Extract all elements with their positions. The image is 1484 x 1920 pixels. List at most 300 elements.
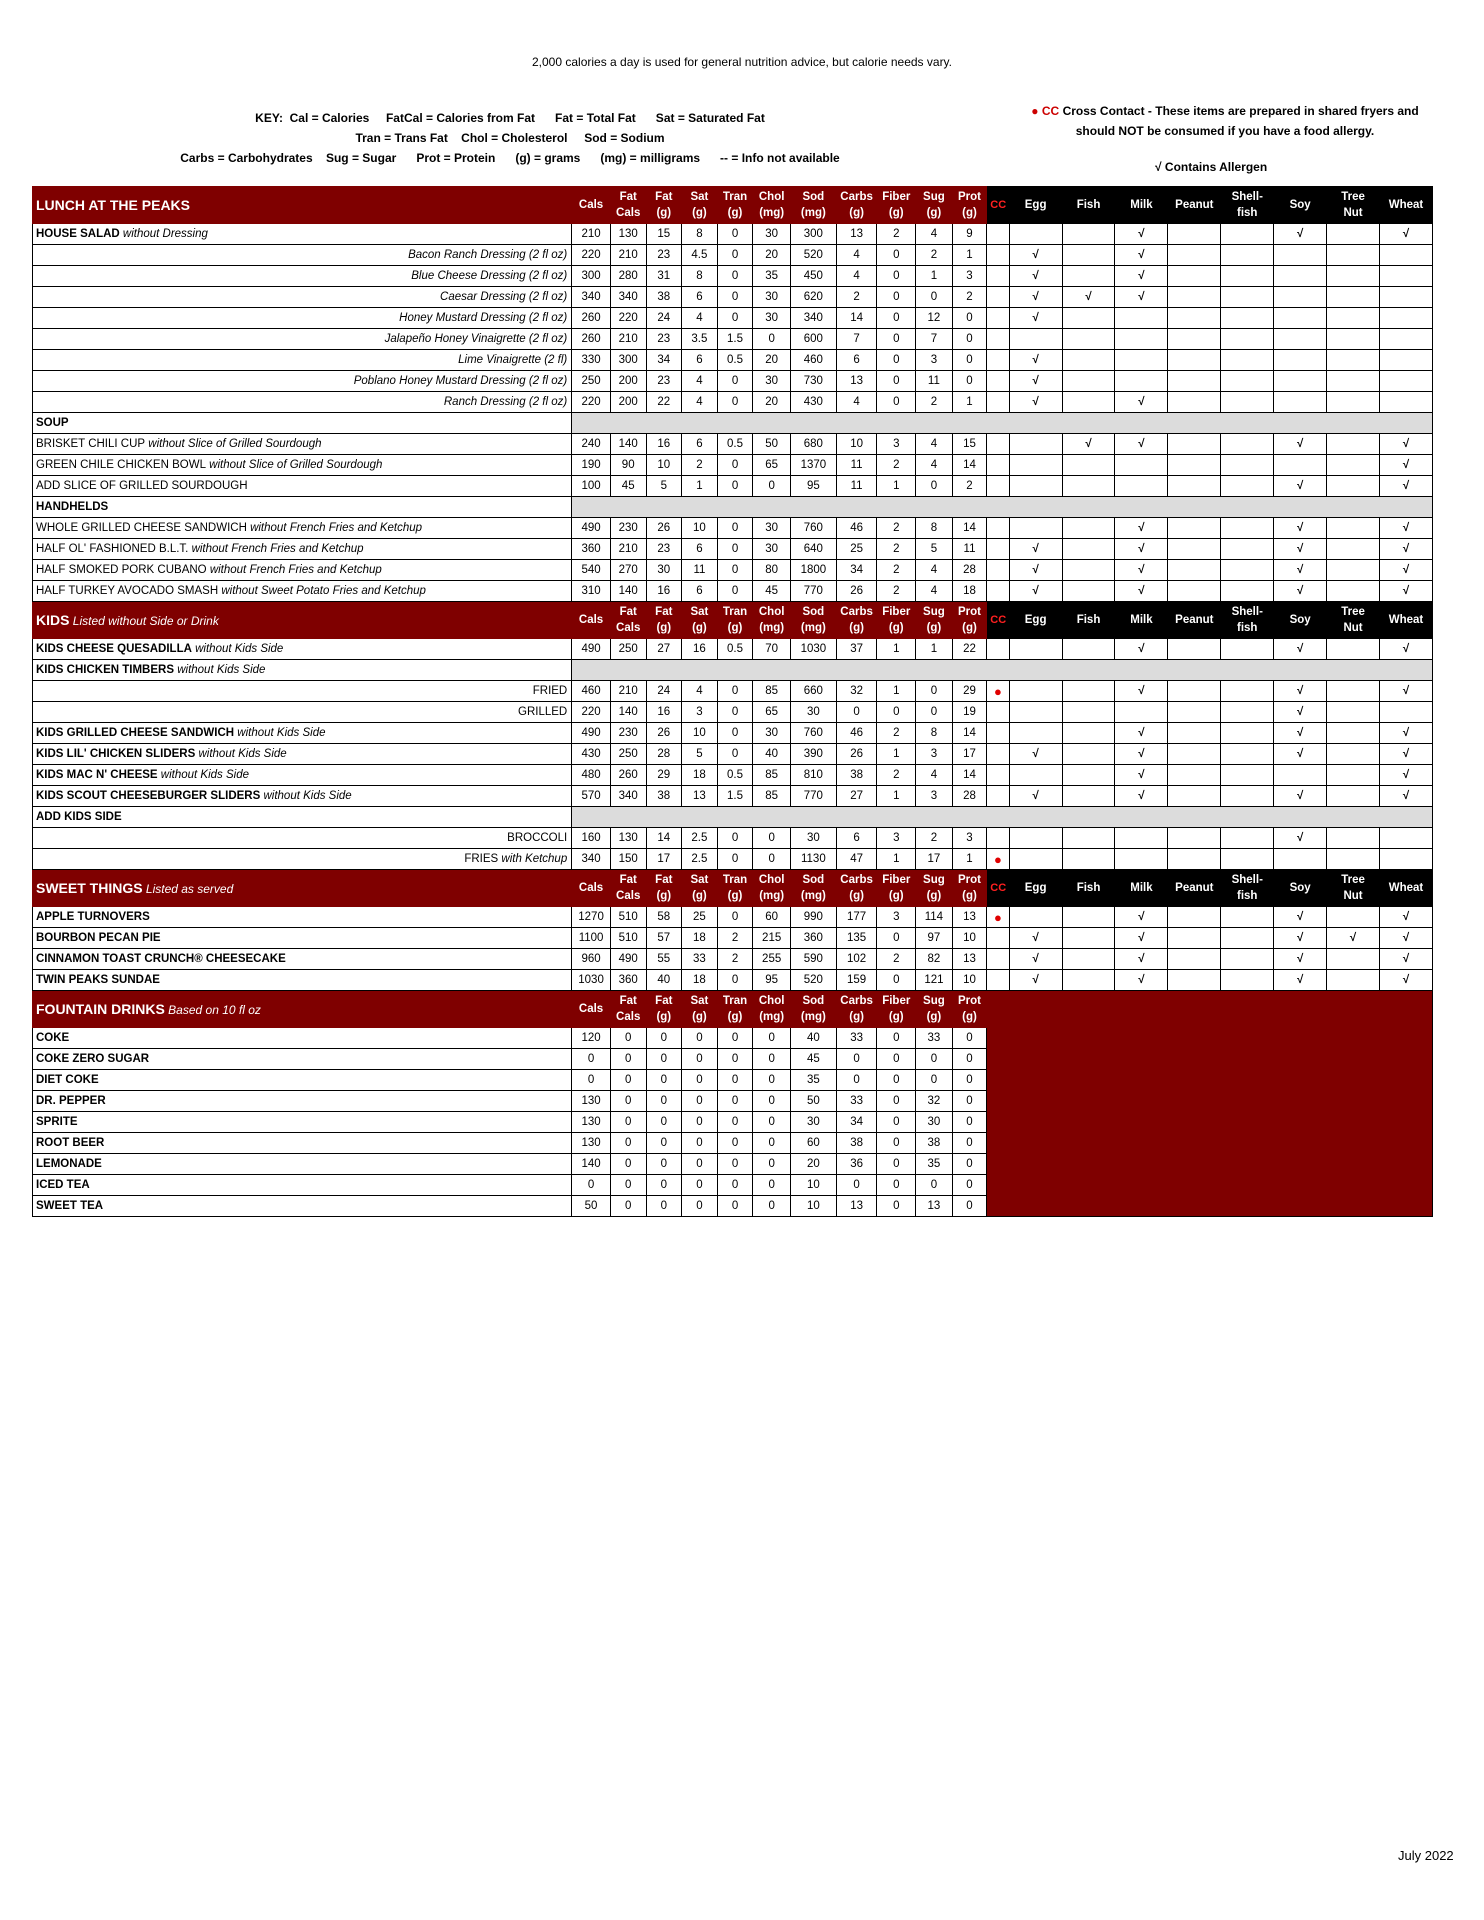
nutrition-value: 210 — [610, 539, 646, 560]
nutrition-value: 1130 — [790, 849, 836, 870]
nutrition-column-header — [952, 187, 987, 224]
nutrition-value: 33 — [916, 1028, 953, 1049]
item-name — [33, 828, 572, 849]
nutrition-value: 10 — [682, 518, 718, 539]
nutrition-value: 10 — [682, 723, 718, 744]
column-header-part: (g) — [692, 622, 707, 634]
allergen-cell — [1168, 560, 1221, 581]
nutrition-value: 46 — [836, 723, 877, 744]
nutrition-value: 680 — [790, 434, 836, 455]
nutrition-value: 35 — [753, 266, 791, 287]
nutrition-value: 0 — [717, 371, 753, 392]
column-header-part: Egg — [1024, 199, 1047, 211]
item-name — [33, 434, 572, 455]
item-name — [33, 245, 572, 266]
allergen-cell: √ — [1274, 786, 1327, 807]
allergen-cell — [1009, 518, 1062, 539]
column-header-part: Cals — [616, 890, 641, 902]
item-name — [33, 660, 572, 681]
column-header-part: Wheat — [1388, 614, 1424, 626]
nutrition-value: 260 — [572, 329, 611, 350]
nutrition-value: 60 — [753, 907, 791, 928]
item-name — [33, 497, 572, 518]
item-name-bold: HOUSE SALAD — [36, 228, 120, 240]
column-header-part: Tran — [722, 191, 748, 203]
column-header-part: (g) — [692, 890, 707, 902]
allergen-cell — [1168, 744, 1221, 765]
item-name — [33, 702, 572, 723]
nutrition-value: 260 — [610, 765, 646, 786]
item-name — [33, 907, 572, 928]
nutrition-value: 0 — [916, 1070, 953, 1091]
nutrition-value: 34 — [836, 560, 877, 581]
nutrition-value: 590 — [790, 949, 836, 970]
nutrition-value: 4 — [836, 245, 877, 266]
table-row — [33, 828, 1433, 849]
item-name-text: BROCCOLI — [507, 832, 568, 844]
nutrition-value: 14 — [952, 518, 987, 539]
column-header-part: Sat — [690, 191, 709, 203]
allergen-column-header — [1327, 602, 1380, 639]
allergen-cell — [1062, 702, 1115, 723]
nutrition-value: 0 — [916, 681, 953, 702]
allergen-cell — [1221, 518, 1274, 539]
allergen-cell: √ — [1274, 744, 1327, 765]
nutrition-value: 460 — [790, 350, 836, 371]
nutrition-value: 34 — [646, 350, 682, 371]
nutrition-value: 5 — [916, 539, 953, 560]
column-header-part: (mg) — [759, 207, 785, 219]
nutrition-column-header — [610, 870, 646, 907]
section-title — [33, 870, 572, 907]
nutrition-value: 38 — [836, 1133, 877, 1154]
cc-column-header: CC — [987, 187, 1009, 224]
allergen-cell: √ — [1115, 639, 1168, 660]
nutrition-value: 0 — [646, 1154, 682, 1175]
nutrition-value: 38 — [646, 287, 682, 308]
cross-contact-cell — [987, 970, 1009, 991]
column-header-part: (g) — [656, 890, 672, 902]
nutrition-value: 0 — [717, 518, 753, 539]
column-header-part: Soy — [1289, 614, 1311, 626]
nutrition-value: 5 — [682, 744, 718, 765]
allergen-cell: √ — [1062, 287, 1115, 308]
nutrition-value: 4 — [916, 455, 953, 476]
column-header-part: Tree — [1341, 874, 1365, 886]
allergen-cell — [1168, 702, 1221, 723]
nutrition-value: 0 — [646, 1112, 682, 1133]
allergen-cell — [1009, 765, 1062, 786]
nutrition-value: 0 — [952, 1196, 987, 1217]
nutrition-value: 0 — [717, 828, 753, 849]
column-header-part: (mg) — [759, 1011, 785, 1023]
table-row — [33, 518, 1433, 539]
column-header-part: Carbs — [840, 191, 873, 203]
nutrition-value: 2 — [877, 539, 916, 560]
nutrition-value: 0 — [952, 1028, 987, 1049]
allergen-cell — [1168, 581, 1221, 602]
column-header-part: Fat — [655, 191, 673, 203]
allergen-cell — [1168, 371, 1221, 392]
nutrition-value: 0 — [717, 266, 753, 287]
allergen-cell: √ — [1380, 681, 1433, 702]
column-header-part: Prot — [958, 874, 981, 886]
column-header-part: Cals — [616, 1011, 641, 1023]
nutrition-value: 0 — [753, 1154, 791, 1175]
nutrition-value: 210 — [572, 224, 611, 245]
allergen-cell: √ — [1009, 287, 1062, 308]
allergen-cell: √ — [1115, 539, 1168, 560]
column-header-part: Nut — [1343, 622, 1363, 634]
item-name — [33, 518, 572, 539]
section-header — [33, 187, 1433, 224]
nutrition-value: 2 — [877, 560, 916, 581]
allergen-cell — [1221, 308, 1274, 329]
allergen-cell — [1115, 350, 1168, 371]
item-name-text: FRIED — [532, 685, 568, 697]
allergen-cell — [1327, 518, 1380, 539]
section-title-text: SWEET THINGS — [36, 879, 143, 896]
allergen-cell: √ — [1115, 928, 1168, 949]
item-name-bold: KIDS CHEESE QUESADILLA — [36, 643, 192, 655]
allergen-cell — [1168, 434, 1221, 455]
allergen-cell — [1062, 723, 1115, 744]
nutrition-value: 26 — [836, 744, 877, 765]
item-name-bold: SOUP — [36, 417, 69, 429]
nutrition-value: 60 — [790, 1133, 836, 1154]
nutrition-value: 40 — [790, 1028, 836, 1049]
nutrition-value: 140 — [610, 434, 646, 455]
nutrition-value: 0 — [717, 245, 753, 266]
allergen-cell — [1168, 949, 1221, 970]
nutrition-value: 65 — [753, 702, 791, 723]
nutrition-value: 0 — [877, 928, 916, 949]
nutrition-value: 22 — [646, 392, 682, 413]
allergen-cell — [1274, 849, 1327, 870]
allergen-cell: √ — [1274, 560, 1327, 581]
column-header-part: (mg) — [759, 890, 785, 902]
item-name — [33, 1175, 572, 1196]
allergen-cell — [1168, 907, 1221, 928]
nutrition-value: 10 — [646, 455, 682, 476]
nutrition-value: 0 — [610, 1196, 646, 1217]
nutrition-value: 0 — [717, 1133, 753, 1154]
nutrition-value: 130 — [610, 828, 646, 849]
allergen-column-header — [1221, 187, 1274, 224]
item-name-bold: COKE — [36, 1032, 70, 1044]
allergen-cell — [1062, 949, 1115, 970]
column-header-part: (g) — [692, 1011, 707, 1023]
item-name — [33, 1070, 572, 1091]
allergen-cell — [1221, 907, 1274, 928]
nutrition-value: 0 — [877, 1028, 916, 1049]
allergen-cell — [1221, 639, 1274, 660]
cc-column-header: CC — [987, 870, 1009, 907]
table-row — [33, 560, 1433, 581]
allergen-cell: √ — [1115, 970, 1168, 991]
allergen-cell — [1062, 392, 1115, 413]
nutrition-column-header — [572, 187, 611, 224]
column-header-part: (mg) — [759, 622, 785, 634]
nutrition-value: 6 — [836, 828, 877, 849]
nutrition-value: 0 — [717, 308, 753, 329]
nutrition-value: 24 — [646, 681, 682, 702]
nutrition-value: 0 — [877, 1091, 916, 1112]
nutrition-value: 0 — [877, 245, 916, 266]
nutrition-value: 4.5 — [682, 245, 718, 266]
item-name-bold: DIET COKE — [36, 1074, 99, 1086]
allergen-cell — [1115, 308, 1168, 329]
nutrition-column-header — [753, 991, 791, 1028]
cross-contact-cell — [987, 949, 1009, 970]
allergen-cell — [1274, 329, 1327, 350]
nutrition-value: 30 — [753, 371, 791, 392]
nutrition-column-header — [836, 870, 877, 907]
allergen-cell — [1327, 681, 1380, 702]
column-header-part: Tran — [722, 995, 748, 1007]
nutrition-value: 1030 — [572, 970, 611, 991]
section-header — [33, 991, 1433, 1028]
table-row — [33, 907, 1433, 928]
revision-date: July 2022 — [1398, 1848, 1454, 1863]
nutrition-value: 4 — [682, 681, 718, 702]
nutrition-value: 1 — [877, 476, 916, 497]
nutrition-value: 6 — [682, 581, 718, 602]
nutrition-value: 14 — [836, 308, 877, 329]
column-header-part: Milk — [1130, 614, 1153, 626]
nutrition-value: 6 — [682, 350, 718, 371]
nutrition-value: 16 — [646, 434, 682, 455]
nutrition-value: 430 — [572, 744, 611, 765]
column-header-part: (g) — [849, 207, 864, 219]
category-fill — [572, 413, 1433, 434]
nutrition-value: 11 — [836, 476, 877, 497]
nutrition-value: 0.5 — [717, 350, 753, 371]
item-name — [33, 413, 572, 434]
nutrition-value: 50 — [790, 1091, 836, 1112]
cc-text-2: should NOT be consumed if you have a food allergy. — [1075, 124, 1375, 138]
nutrition-value: 3 — [952, 828, 987, 849]
cross-contact-cell: ● — [987, 681, 1009, 702]
table-row — [33, 970, 1433, 991]
column-header-part: Sod — [802, 995, 825, 1007]
nutrition-value: 33 — [836, 1091, 877, 1112]
nutrition-value: 760 — [790, 518, 836, 539]
allergen-cell: √ — [1115, 744, 1168, 765]
item-name-note: without French Fries and Ketchup — [246, 522, 423, 534]
nutrition-value: 177 — [836, 907, 877, 928]
allergen-cell: √ — [1009, 744, 1062, 765]
allergen-cell — [1327, 702, 1380, 723]
cross-contact-cell — [987, 786, 1009, 807]
allergen-cell — [1380, 371, 1433, 392]
allergen-cell — [1115, 329, 1168, 350]
table-row — [33, 287, 1433, 308]
table-row — [33, 371, 1433, 392]
nutrition-value: 85 — [753, 765, 791, 786]
allergen-cell — [1062, 744, 1115, 765]
column-header-part: Prot — [958, 191, 981, 203]
allergen-cell — [1327, 970, 1380, 991]
nutrition-value: 0 — [646, 1070, 682, 1091]
item-name-note: without Kids Side — [263, 790, 352, 802]
nutrition-value: 20 — [753, 245, 791, 266]
item-name-text: WHOLE GRILLED CHEESE SANDWICH — [36, 522, 247, 534]
allergen-cell — [1221, 744, 1274, 765]
item-name — [33, 970, 572, 991]
allergen-cell: √ — [1380, 560, 1433, 581]
nutrition-value: 3 — [952, 266, 987, 287]
allergen-cell: √ — [1380, 786, 1433, 807]
section-header — [33, 602, 1433, 639]
item-name-text: HALF OL' FASHIONED B.L.T. — [36, 543, 189, 555]
nutrition-value: 0 — [646, 1196, 682, 1217]
nutrition-column-header — [753, 870, 791, 907]
allergen-cell — [1327, 287, 1380, 308]
allergen-cell — [1221, 539, 1274, 560]
allergen-cell — [1221, 702, 1274, 723]
nutrition-value: 50 — [572, 1196, 611, 1217]
nutrition-value: 38 — [836, 765, 877, 786]
column-header-part: Chol — [758, 995, 785, 1007]
nutrition-value: 0 — [717, 1196, 753, 1217]
nutrition-value: 0 — [753, 1091, 791, 1112]
nutrition-value: 45 — [610, 476, 646, 497]
nutrition-value: 0 — [916, 1049, 953, 1070]
nutrition-value: 0 — [717, 1175, 753, 1196]
allergen-cell: √ — [1274, 639, 1327, 660]
section-subtitle: Listed as served — [142, 881, 234, 896]
column-header-part: (g) — [888, 207, 904, 219]
item-name-note: without French Fries and Ketchup — [188, 543, 364, 555]
nutrition-value: 35 — [916, 1154, 953, 1175]
nutrition-value: 2 — [717, 949, 753, 970]
section-title-text: KIDS — [36, 611, 70, 628]
nutrition-value: 6 — [836, 350, 877, 371]
column-header-part: Fat — [655, 995, 673, 1007]
allergen-cell — [1327, 371, 1380, 392]
allergen-cell — [1327, 639, 1380, 660]
nutrition-value: 36 — [836, 1154, 877, 1175]
allergen-column-header — [1221, 602, 1274, 639]
column-header-part: Fat — [619, 606, 637, 618]
nutrition-value: 0 — [753, 1175, 791, 1196]
allergen-cell — [1221, 329, 1274, 350]
category-row — [33, 497, 1433, 518]
allergen-cell — [1062, 786, 1115, 807]
nutrition-value: 0.5 — [717, 434, 753, 455]
column-header-part: Sat — [690, 606, 709, 618]
allergen-cell — [1009, 681, 1062, 702]
nutrition-value: 0 — [836, 1049, 877, 1070]
allergen-cell — [1327, 392, 1380, 413]
allergen-cell: √ — [1274, 828, 1327, 849]
nutrition-value: 13 — [682, 786, 718, 807]
table-row — [33, 266, 1433, 287]
item-name-text: HALF SMOKED PORK CUBANO — [36, 564, 210, 576]
column-header-part: Soy — [1289, 199, 1311, 211]
nutrition-column-header — [646, 602, 682, 639]
allergen-column-header — [1327, 870, 1380, 907]
item-name-bold: KIDS CHICKEN TIMBERS — [36, 664, 175, 676]
column-header-part: Sug — [923, 606, 945, 618]
item-name-text: BRISKET CHILI CUP — [36, 438, 146, 450]
item-name — [33, 1112, 572, 1133]
column-header-part: (g) — [727, 622, 743, 634]
nutrition-value: 1 — [916, 639, 953, 660]
cross-contact-cell — [987, 639, 1009, 660]
nutrition-value: 0 — [717, 849, 753, 870]
item-name — [33, 949, 572, 970]
item-name — [33, 1028, 572, 1049]
allergen-cell: √ — [1380, 455, 1433, 476]
allergen-cell: √ — [1380, 907, 1433, 928]
column-header-part: Peanut — [1175, 199, 1214, 211]
allergen-cell — [1274, 350, 1327, 371]
allergen-cell — [1327, 786, 1380, 807]
nutrition-value: 23 — [646, 329, 682, 350]
allergen-cell — [1168, 476, 1221, 497]
nutrition-value: 1370 — [790, 455, 836, 476]
column-header-part: (g) — [727, 207, 743, 219]
allergen-column-header — [1380, 602, 1433, 639]
column-header-part: Sod — [802, 874, 825, 886]
column-header-part: (g) — [656, 622, 672, 634]
item-name — [33, 350, 572, 371]
nutrition-value: 190 — [572, 455, 611, 476]
allergen-cell — [1380, 702, 1433, 723]
allergen-cell — [1062, 518, 1115, 539]
column-header-part: Chol — [758, 874, 785, 886]
cc-dot-icon: ● — [1031, 104, 1039, 118]
nutrition-value: 135 — [836, 928, 877, 949]
calorie-advice-note: 2,000 calories a day is used for general nutrition advice, but calorie needs vary. — [531, 55, 953, 69]
nutrition-column-header — [836, 187, 877, 224]
item-name-note: Blue Cheese Dressing (2 fl oz) — [411, 270, 568, 282]
nutrition-value: 660 — [790, 681, 836, 702]
allergen-column-header — [1062, 602, 1115, 639]
nutrition-value: 11 — [952, 539, 987, 560]
section-title-text: LUNCH AT THE PEAKS — [36, 196, 190, 213]
nutrition-value: 0 — [877, 287, 916, 308]
nutrition-value: 0 — [753, 1133, 791, 1154]
column-header-part: Prot — [958, 606, 981, 618]
cross-contact-cell — [987, 765, 1009, 786]
nutrition-value: 0 — [877, 329, 916, 350]
nutrition-value: 3 — [916, 786, 953, 807]
allergen-column-header — [1274, 870, 1327, 907]
table-row — [33, 539, 1433, 560]
table-row — [33, 245, 1433, 266]
section-title-text: FOUNTAIN DRINKS — [36, 1000, 165, 1017]
section-title — [33, 991, 572, 1028]
nutrition-value: 200 — [610, 371, 646, 392]
allergen-cell: √ — [1380, 224, 1433, 245]
table-row — [33, 350, 1433, 371]
cross-contact-cell — [987, 518, 1009, 539]
nutrition-value: 230 — [610, 518, 646, 539]
nutrition-value: 22 — [952, 639, 987, 660]
cross-contact-cell — [987, 702, 1009, 723]
allergen-cell: √ — [1327, 928, 1380, 949]
allergen-cell — [1009, 828, 1062, 849]
allergen-cell: √ — [1274, 723, 1327, 744]
item-name — [33, 476, 572, 497]
nutrition-value: 0 — [717, 1049, 753, 1070]
nutrition-value: 1800 — [790, 560, 836, 581]
nutrition-value: 0 — [836, 1070, 877, 1091]
column-header-part: (g) — [962, 1011, 977, 1023]
